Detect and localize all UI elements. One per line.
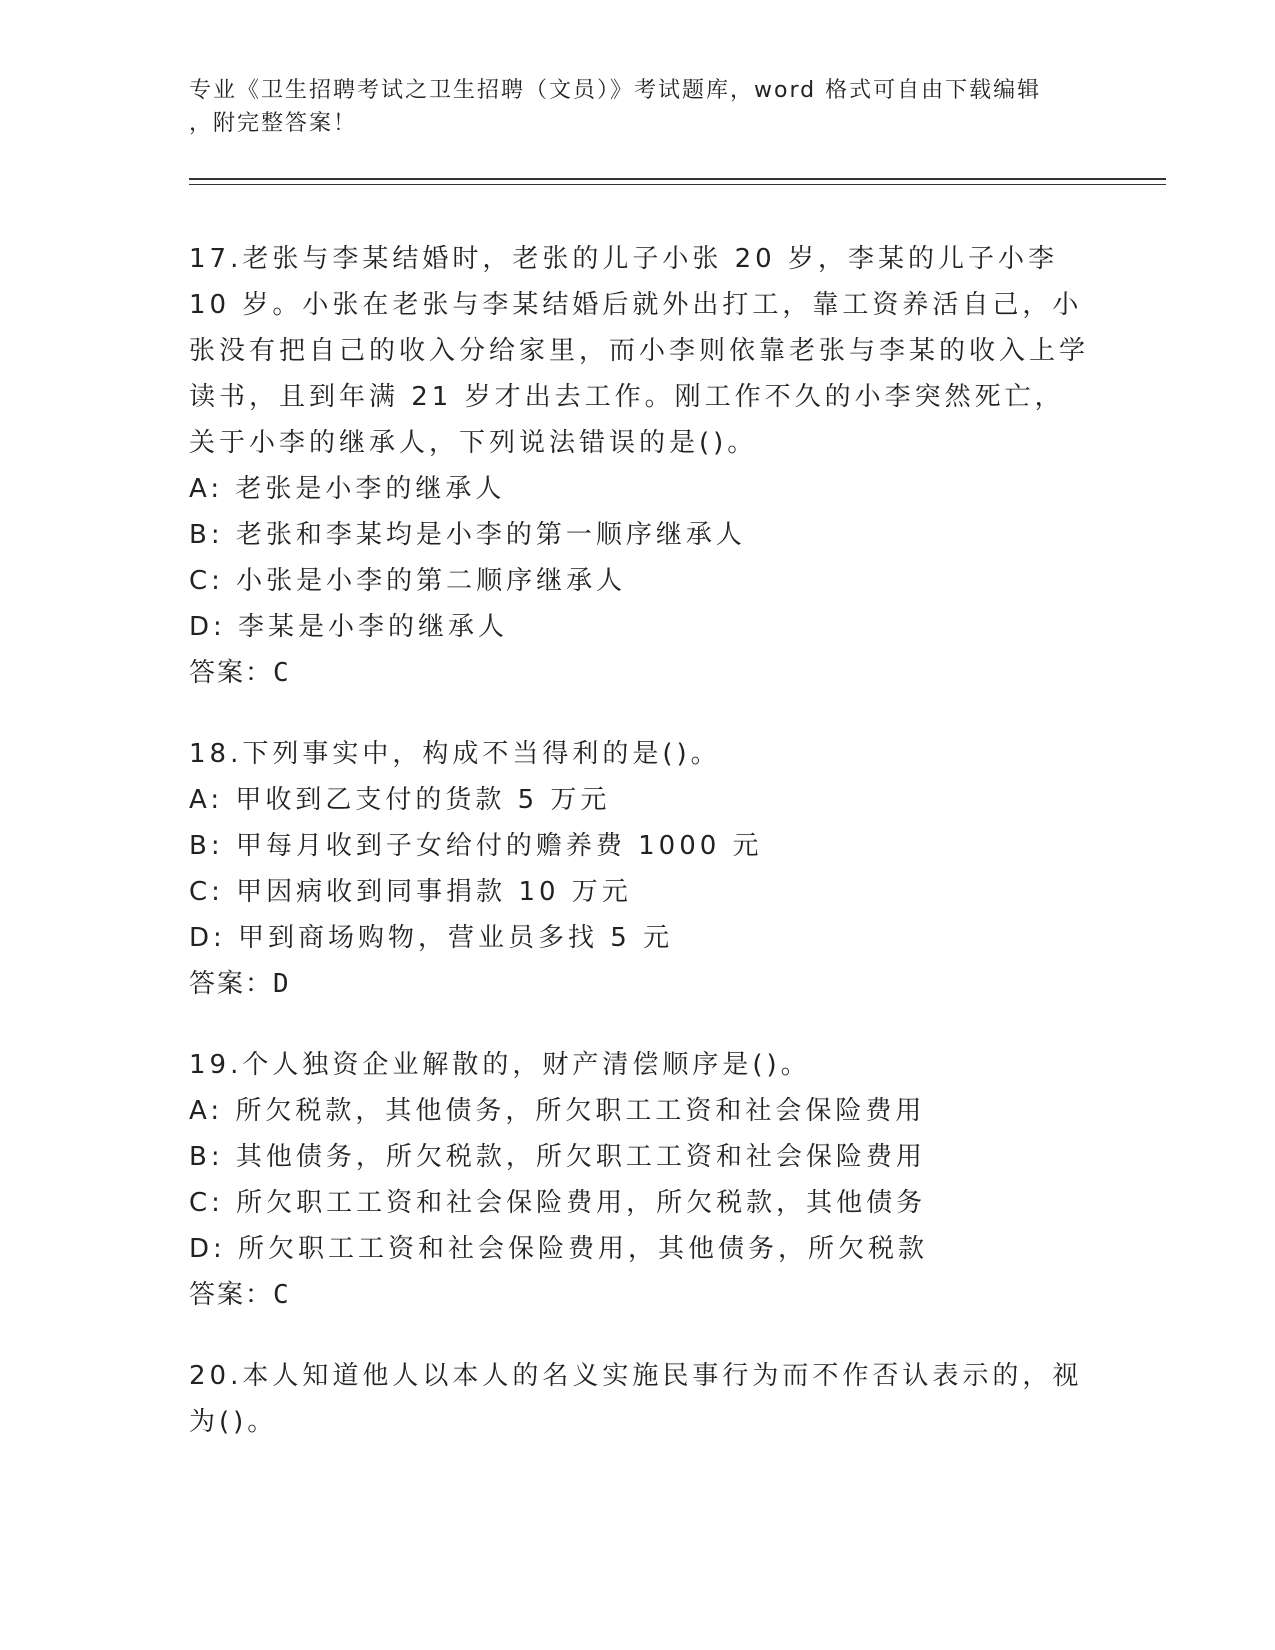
question-20 [189, 1353, 1089, 1445]
option-a: A: 老张是小李的继承人 [189, 474, 506, 504]
answer-value: C [273, 658, 291, 688]
question-text: 20.本人知道他人以本人的名义实施民事行为而不作否认表示的，视为()。 [189, 1361, 1083, 1437]
option-b: B: 其他债务，所欠税款，所欠职工工资和社会保险费用 [189, 1142, 926, 1172]
option-b: B: 老张和李某均是小李的第一顺序继承人 [189, 520, 746, 550]
option-a: A: 甲收到乙支付的货款 5 万元 [189, 785, 611, 815]
header-line-2: ，附完整答案！ [189, 111, 358, 136]
answer-label: 答案： [189, 969, 274, 999]
question-list [189, 236, 1089, 1480]
answer [189, 1272, 1089, 1318]
answer-label: 答案： [189, 658, 274, 688]
question-text: 17.老张与李某结婚时，老张的儿子小张 20 岁，李某的儿子小李 10 岁。小张在老张与李某结婚后就外出打工，靠工资养活自己，小张没有把自己的收入分给家里，而小李则依靠老张与李某的收入上学读书，且到年满 21 岁才出去工作。刚工作不久的小李突然死亡，关于小李的继承人，下列说法错误的是()。 [189, 244, 1090, 458]
option-d: D: 甲到商场购物，营业员多找 5 元 [189, 923, 674, 953]
answer [189, 650, 1089, 696]
option-c: C: 甲因病收到同事捐款 10 万元 [189, 877, 632, 907]
answer-value: D [273, 969, 291, 999]
question-17 [189, 236, 1089, 696]
answer-value: C [273, 1280, 291, 1310]
option-d: D: 李某是小李的继承人 [189, 612, 509, 642]
option-c: C: 所欠职工工资和社会保险费用，所欠税款，其他债务 [189, 1188, 927, 1218]
question-text: 19.个人独资企业解散的，财产清偿顺序是()。 [189, 1050, 811, 1080]
option-d: D: 所欠职工工资和社会保险费用，其他债务，所欠税款 [189, 1234, 929, 1264]
option-a: A: 所欠税款，其他债务，所欠职工工资和社会保险费用 [189, 1096, 926, 1126]
document-header [189, 74, 1089, 140]
header-divider-top [189, 178, 1166, 180]
question-19 [189, 1042, 1089, 1318]
option-c: C: 小张是小李的第二顺序继承人 [189, 566, 627, 596]
answer [189, 961, 1089, 1007]
header-line-1: 专业《卫生招聘考试之卫生招聘（文员）》考试题库，word 格式可自由下载编辑 [189, 78, 1042, 103]
question-18 [189, 731, 1089, 1007]
option-b: B: 甲每月收到子女给付的赡养费 1000 元 [189, 831, 763, 861]
question-text: 18.下列事实中，构成不当得利的是()。 [189, 739, 721, 769]
answer-label: 答案： [189, 1280, 274, 1310]
header-divider-bottom [189, 184, 1166, 185]
